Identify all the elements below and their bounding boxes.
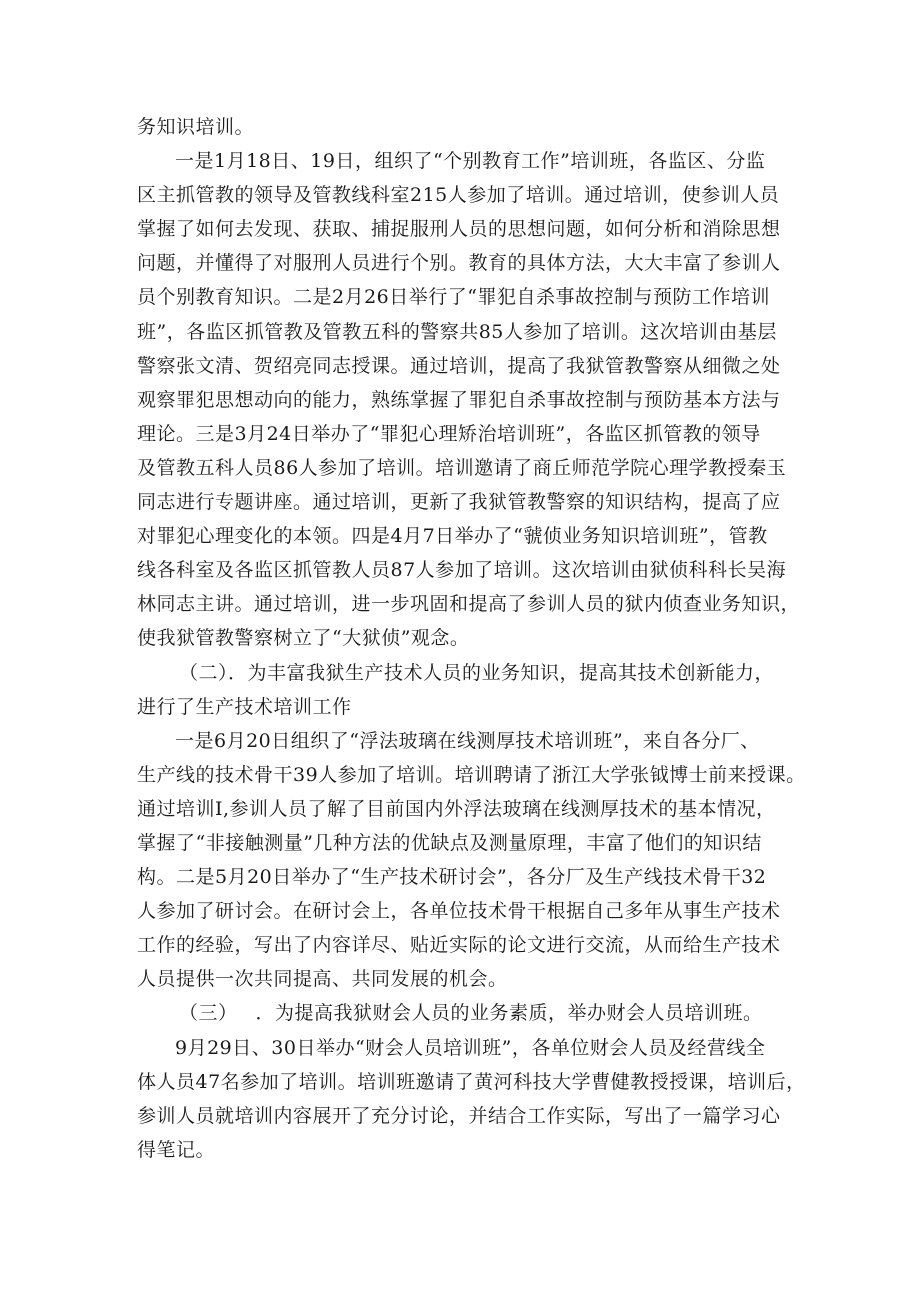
text-line: 区主抓管教的领导及管教线科室215人参加了培训。通过培训，使参训人员: [137, 184, 780, 207]
text-line: 体人员47名参加了培训。培训班邀请了黄河科技大学曹健教授授课，培训后，: [137, 1070, 806, 1093]
text-line: 得笔记。: [137, 1138, 216, 1161]
section-heading: （二）．为丰富我狱生产技术人员的业务知识，提高其技术创新能力，: [179, 661, 775, 684]
text-line: 务知识培训。: [137, 116, 255, 138]
section-heading: [137, 996, 792, 1030]
text-line: 林同志主讲。通过培训，进一步巩固和提高了参训人员的狱内侦查业务知识，: [137, 593, 801, 616]
text-line: 线各科室及各监区抓管教人员87人参加了培训。这次培训由狱侦科科长吴海: [137, 559, 787, 582]
body-text: [137, 110, 806, 1167]
text-line: 工作的经验，写出了内容详尽、贴近实际的论文进行交流，从而给生产技术: [137, 934, 781, 957]
text-line: 警察张文清、贺绍亮同志授课。通过培训，提高了我狱管教警察从细微之处: [137, 354, 781, 377]
text-line: 构。二是5月20日举办了“生产技术研讨会”，各分厂及生产线技术骨干32: [137, 866, 767, 889]
text-line: 生产线的技术骨干39人参加了培训。培训聘请了浙江大学张钺博士前来授课。: [137, 763, 806, 786]
text-line: 通过培训I,参训人员了解了目前国内外浮法玻璃在线测厚技术的基本情况，: [137, 797, 776, 820]
text-line: 对罪犯心理变化的本领。四是4月7日举办了“虢侦业务知识培训班”，管教: [137, 525, 768, 548]
text-line: 及管教五科人员86人参加了培训。培训邀请了商丘师范学院心理学教授秦玉: [137, 456, 787, 479]
text-line: 班”，各监区抓管教及管教五科的警察共85人参加了培训。这次培训由基层: [137, 320, 777, 343]
text-line: 观察罪犯思想动向的能力，熟练掌握了罪犯自杀事故控制与预防基本方法与: [137, 388, 781, 411]
text-line: 参训人员就培训内容展开了充分讨论，并结合工作实际，写出了一篇学习心: [137, 1104, 781, 1127]
text-line: 问题，并懂得了对服刑人员进行个别。教育的具体方法，大大丰富了参训人: [137, 252, 781, 275]
text-line: 一是6月20日组织了“浮法玻璃在线测厚技术培训班”，来自各分厂、: [175, 729, 760, 752]
section-title: ．为提高我狱财会人员的业务素质，举办财会人员培训班。: [255, 1002, 763, 1025]
text-line: 员个别教育知识。二是2月26日举行了“罪犯自杀事故控制与预防工作培训: [137, 286, 770, 309]
text-line: 理论。三是3月24日举办了“罪犯心理矫治培训班”，各监区抓管教的领导: [137, 422, 761, 445]
text-line: 掌握了如何去发现、获取、捕捉服刑人员的思想问题，如何分析和消除思想: [137, 218, 781, 241]
section-heading-cont: 进行了生产技术培训工作: [137, 695, 352, 718]
text-line: 一是1月18日、19日，组织了“个别教育工作”培训班，各监区、分监: [175, 150, 766, 173]
section-number: （三）: [179, 1002, 238, 1025]
text-line: 使我狱管教警察树立了“大狱侦”观念。: [137, 627, 470, 650]
text-line: 人参加了研讨会。在研讨会上，各单位技术骨干根据自己多年从事生产技术: [137, 900, 781, 923]
text-line: 人员提供一次共同提高、共同发展的机会。: [137, 968, 508, 991]
text-line: 同志进行专题讲座。通过培训，更新了我狱管教警察的知识结构，提高了应: [137, 491, 781, 514]
text-line: 9月29日、30日举办“财会人员培训班”，各单位财会人员及经营线全: [175, 1036, 766, 1059]
text-line: 掌握了“非接触测量”几种方法的优缺点及测量原理，丰富了他们的知识结: [137, 831, 762, 854]
